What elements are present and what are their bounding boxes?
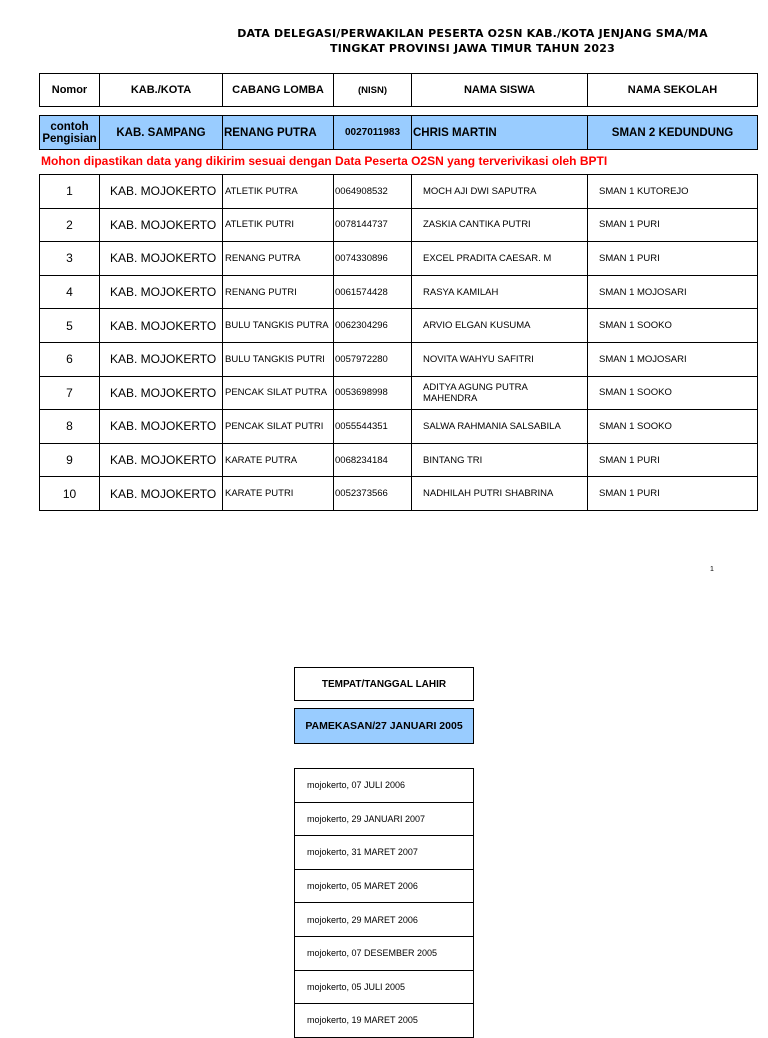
row-nama-sekolah: SMAN 1 KUTOREJO [588, 175, 758, 209]
row-nisn: 0074330896 [334, 242, 412, 276]
row-cabang-lomba: PENCAK SILAT PUTRI [223, 410, 334, 444]
example-row-table [39, 115, 758, 150]
participant-table [39, 174, 758, 511]
row-kab-kota: KAB. MOJOKERTO [100, 309, 223, 343]
row-nisn: 0053698998 [334, 376, 412, 410]
row-tempat-tanggal-lahir: mojokerto, 07 DESEMBER 2005 [295, 936, 474, 970]
row-nama-siswa: ADITYA AGUNG PUTRA MAHENDRA [412, 376, 588, 410]
verification-notice: Mohon dipastikan data yang dikirim sesuai dengan Data Peserta O2SN yang terverivikasi oleh BPTI [41, 154, 608, 168]
row-cabang-lomba: KARATE PUTRA [223, 443, 334, 477]
header-nama-siswa: NAMA SISWA [412, 74, 588, 107]
example-tempat-tanggal-lahir: PAMEKASAN/27 JANUARI 2005 [295, 709, 474, 744]
birth-row [295, 802, 474, 836]
example-sekolah: SMAN 2 KEDUNDUNG [588, 116, 758, 150]
row-kab-kota: KAB. MOJOKERTO [100, 443, 223, 477]
birth-row [295, 769, 474, 803]
row-tempat-tanggal-lahir: mojokerto, 19 MARET 2005 [295, 1004, 474, 1038]
row-cabang-lomba: BULU TANGKIS PUTRA [223, 309, 334, 343]
table-row [40, 242, 758, 276]
row-nama-siswa: ARVIO ELGAN KUSUMA [412, 309, 588, 343]
header-nomor: Nomor [40, 74, 100, 107]
row-nisn: 0062304296 [334, 309, 412, 343]
row-tempat-tanggal-lahir: mojokerto, 05 JULI 2005 [295, 970, 474, 1004]
row-nama-sekolah: SMAN 1 PURI [588, 443, 758, 477]
row-kab-kota: KAB. MOJOKERTO [100, 342, 223, 376]
row-kab-kota: KAB. MOJOKERTO [100, 410, 223, 444]
row-kab-kota: KAB. MOJOKERTO [100, 275, 223, 309]
header-nisn: (NISN) [334, 74, 412, 107]
header-nama-sekolah: NAMA SEKOLAH [588, 74, 758, 107]
row-cabang-lomba: BULU TANGKIS PUTRI [223, 342, 334, 376]
row-nomor: 9 [40, 443, 100, 477]
row-nomor: 3 [40, 242, 100, 276]
row-cabang-lomba: PENCAK SILAT PUTRA [223, 376, 334, 410]
row-nomor: 6 [40, 342, 100, 376]
row-tempat-tanggal-lahir: mojokerto, 29 MARET 2006 [295, 903, 474, 937]
header-kab-kota: KAB./KOTA [100, 74, 223, 107]
row-nomor: 8 [40, 410, 100, 444]
row-nama-siswa: RASYA KAMILAH [412, 275, 588, 309]
row-cabang-lomba: ATLETIK PUTRA [223, 175, 334, 209]
row-nama-sekolah: SMAN 1 PURI [588, 242, 758, 276]
table-row [40, 443, 758, 477]
row-nama-siswa: EXCEL PRADITA CAESAR. M [412, 242, 588, 276]
row-nomor: 10 [40, 477, 100, 511]
row-nama-siswa: SALWA RAHMANIA SALSABILA [412, 410, 588, 444]
participant-table-header [39, 73, 758, 107]
example-nisn: 0027011983 [334, 116, 412, 150]
birth-row [295, 903, 474, 937]
table-row [40, 477, 758, 511]
table-row [40, 275, 758, 309]
example-kab: KAB. SAMPANG [100, 116, 223, 150]
row-tempat-tanggal-lahir: mojokerto, 31 MARET 2007 [295, 836, 474, 870]
row-kab-kota: KAB. MOJOKERTO [100, 208, 223, 242]
row-nomor: 1 [40, 175, 100, 209]
table-row [40, 342, 758, 376]
row-nisn: 0055544351 [334, 410, 412, 444]
table-row [40, 175, 758, 209]
example-nomor-line2: Pengisian [42, 132, 97, 145]
row-nomor: 2 [40, 208, 100, 242]
row-nomor: 7 [40, 376, 100, 410]
row-tempat-tanggal-lahir: mojokerto, 05 MARET 2006 [295, 869, 474, 903]
example-nama: CHRIS MARTIN [412, 116, 588, 150]
row-nisn: 0064908532 [334, 175, 412, 209]
birth-example-table [294, 708, 474, 744]
table-row [40, 376, 758, 410]
table-row [40, 410, 758, 444]
birth-row [295, 936, 474, 970]
birth-row [295, 1004, 474, 1038]
row-nama-sekolah: SMAN 1 SOOKO [588, 376, 758, 410]
row-kab-kota: KAB. MOJOKERTO [100, 376, 223, 410]
birth-row [295, 869, 474, 903]
row-nisn: 0061574428 [334, 275, 412, 309]
row-nama-siswa: NADHILAH PUTRI SHABRINA [412, 477, 588, 511]
table-row [40, 309, 758, 343]
row-tempat-tanggal-lahir: mojokerto, 29 JANUARI 2007 [295, 802, 474, 836]
row-nama-siswa: BINTANG TRI [412, 443, 588, 477]
example-row [40, 116, 758, 150]
row-nama-sekolah: SMAN 1 SOOKO [588, 309, 758, 343]
row-nama-sekolah: SMAN 1 MOJOSARI [588, 342, 758, 376]
row-kab-kota: KAB. MOJOKERTO [100, 242, 223, 276]
row-nama-siswa: MOCH AJI DWI SAPUTRA [412, 175, 588, 209]
row-nisn: 0052373566 [334, 477, 412, 511]
example-nomor [40, 116, 100, 150]
header-tempat-tanggal-lahir: TEMPAT/TANGGAL LAHIR [295, 668, 474, 701]
row-nisn: 0057972280 [334, 342, 412, 376]
document-title-line1: DATA DELEGASI/PERWAKILAN PESERTA O2SN KAB./KOTA JENJANG SMA/MA [237, 27, 708, 40]
row-nama-sekolah: SMAN 1 PURI [588, 477, 758, 511]
birth-table-header [294, 667, 474, 701]
row-tempat-tanggal-lahir: mojokerto, 07 JULI 2006 [295, 769, 474, 803]
row-nama-sekolah: SMAN 1 MOJOSARI [588, 275, 758, 309]
row-kab-kota: KAB. MOJOKERTO [100, 175, 223, 209]
row-nisn: 0078144737 [334, 208, 412, 242]
row-nisn: 0068234184 [334, 443, 412, 477]
example-nomor-line1: contoh [50, 120, 89, 133]
row-nama-siswa: NOVITA WAHYU SAFITRI [412, 342, 588, 376]
row-nama-siswa: ZASKIA CANTIKA PUTRI [412, 208, 588, 242]
birth-row [295, 970, 474, 1004]
page-number: 1 [710, 566, 714, 573]
row-cabang-lomba: RENANG PUTRI [223, 275, 334, 309]
birth-table [294, 768, 474, 1038]
row-kab-kota: KAB. MOJOKERTO [100, 477, 223, 511]
document-title-line2: TINGKAT PROVINSI JAWA TIMUR TAHUN 2023 [329, 42, 615, 55]
row-nama-sekolah: SMAN 1 PURI [588, 208, 758, 242]
row-nama-sekolah: SMAN 1 SOOKO [588, 410, 758, 444]
row-cabang-lomba: KARATE PUTRI [223, 477, 334, 511]
row-nomor: 5 [40, 309, 100, 343]
example-cabang: RENANG PUTRA [223, 116, 334, 150]
header-cabang-lomba: CABANG LOMBA [223, 74, 334, 107]
table-row [40, 208, 758, 242]
row-cabang-lomba: ATLETIK PUTRI [223, 208, 334, 242]
birth-row [295, 836, 474, 870]
row-nomor: 4 [40, 275, 100, 309]
row-cabang-lomba: RENANG PUTRA [223, 242, 334, 276]
